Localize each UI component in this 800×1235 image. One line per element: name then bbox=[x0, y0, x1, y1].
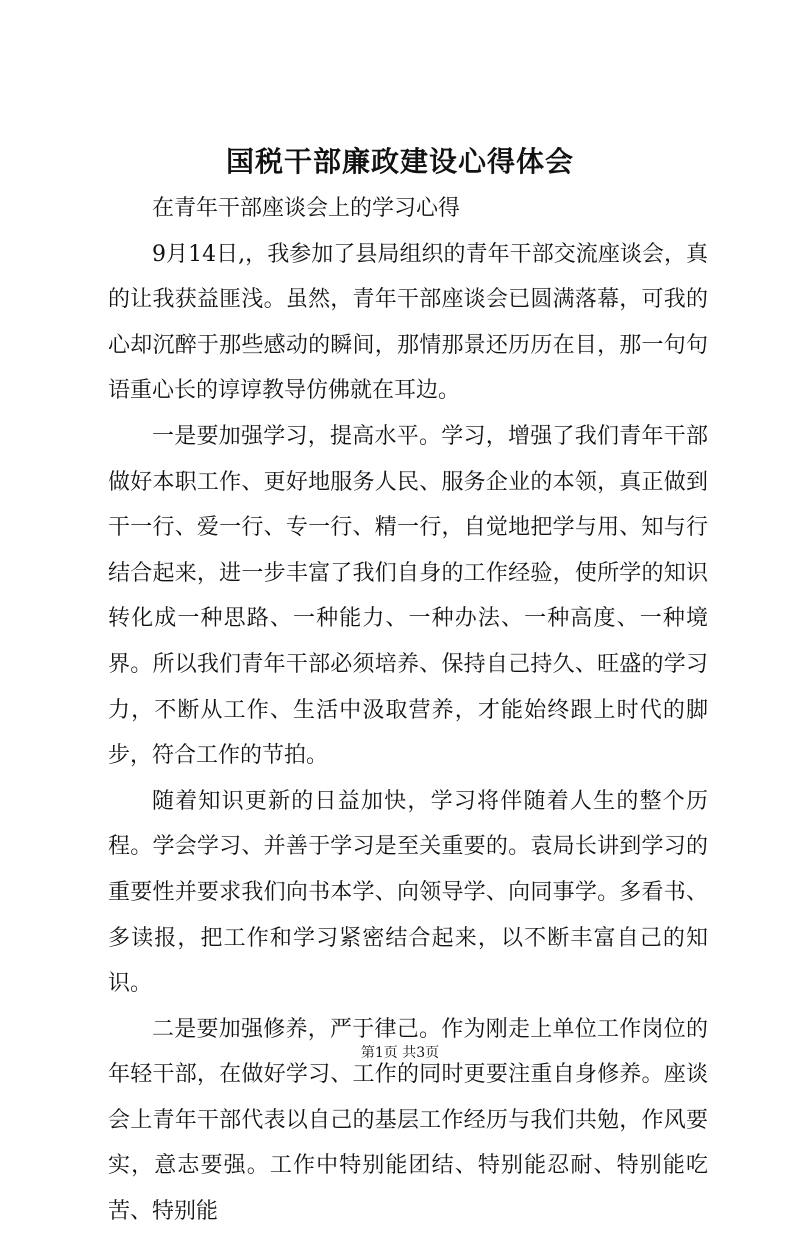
page-footer: 第1页 共3页 bbox=[360, 1045, 440, 1061]
document-title: 国税干部廉政建设心得体会 bbox=[225, 145, 574, 178]
paragraph-intro: 9月14日,，我参加了县局组织的青年干部交流座谈会，真的让我获益匪浅。虽然，青年干部座谈会已圆满落幕，可我的心却沉醉于那些感动的瞬间，那情那景还历历在目，那一句句语重心长的谆谆教导仿佛就在耳边。 bbox=[108, 241, 708, 404]
document-body bbox=[108, 186, 708, 1235]
paragraph-learning: 随着知识更新的日益加快，学习将伴随着人生的整个历程。学会学习、并善于学习是至关重要的。袁局长讲到学习的重要性并要求我们向书本学、向领导学、向同事学。多看书、多读报，把工作和学习紧密结合起来，以不断丰富自己的知识。 bbox=[108, 788, 708, 997]
paragraph-subtitle: 在青年干部座谈会上的学习心得 bbox=[152, 196, 461, 221]
paragraph-point-two: 二是要加强修养，严于律己。作为刚走上单位工作岗位的年轻干部，在做好学习、工作的同时更要注重自身修养。座谈会上青年干部代表以自己的基层工作经历与我们共勉，作风要实，意志要强。工作中特别能团结、特别能忍耐、特别能吃苦、特别能 bbox=[108, 1016, 708, 1225]
paragraph-point-one: 一是要加强学习，提高水平。学习，增强了我们青年干部做好本职工作、更好地服务人民、服务企业的本领，真正做到干一行、爱一行、专一行、精一行，自觉地把学与用、知与行结合起来，进一步丰富了我们自身的工作经验，使所学的知识转化成一种思路、一种能力、一种办法、一种高度、一种境界。所以我们青年干部必须培养、保持自己持久、旺盛的学习力，不断从工作、生活中汲取营养，才能始终跟上时代的脚步，符合工作的节拍。 bbox=[108, 423, 708, 769]
